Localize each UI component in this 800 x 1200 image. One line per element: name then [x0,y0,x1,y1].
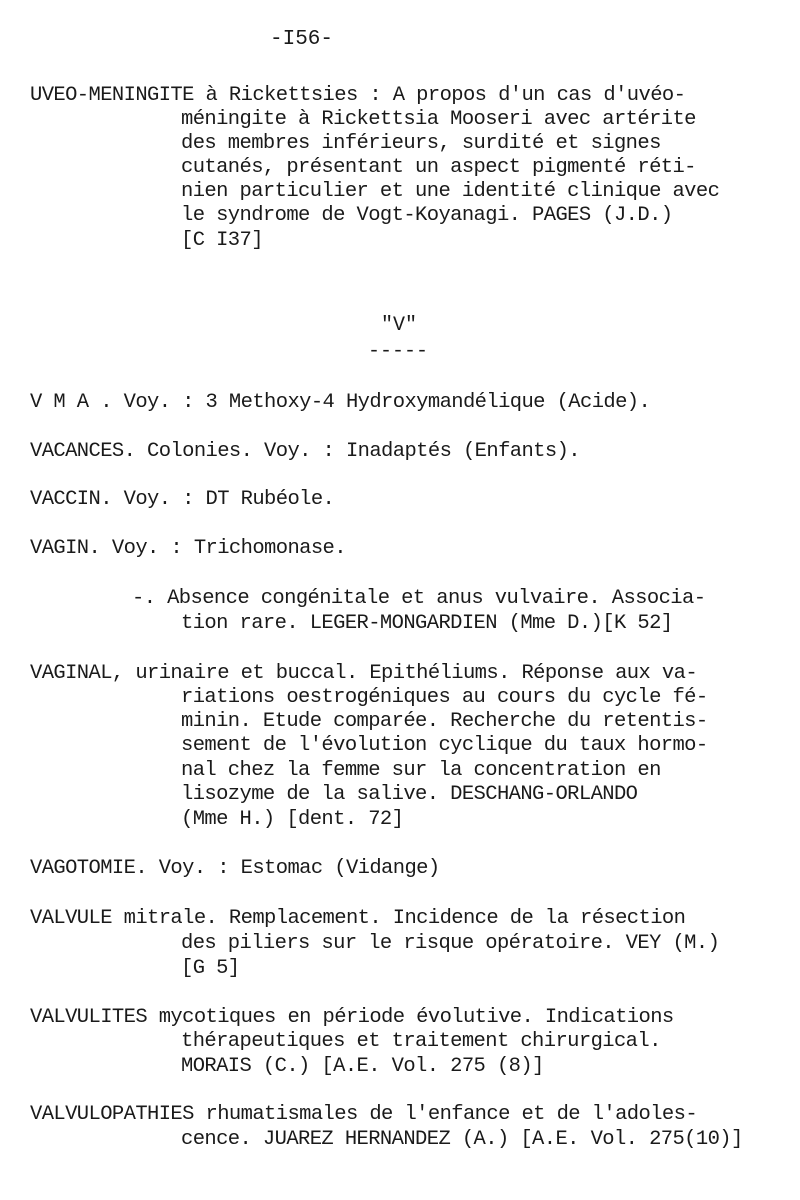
entry-line: VAGOTOMIE. Voy. : Estomac (Vidange) [30,857,440,880]
entry-line: tion rare. LEGER-MONGARDIEN (Mme D.)[K 52] [181,612,673,635]
page-number: -I56- [270,28,334,51]
entry-line: UVEO-MENINGITE à Rickettsies : A propos d'un cas d'uvéo- [30,84,686,107]
entry-line: nien particulier et une identité clinique avec [181,180,720,203]
entry-line: sement de l'évolution cyclique du taux hormo- [181,734,708,757]
entry-line: VALVULITES mycotiques en période évolutive. Indications [30,1006,674,1029]
entry-line: VACCIN. Voy. : DT Rubéole. [30,488,335,511]
entry-line: VAGIN. Voy. : Trichomonase. [30,537,346,560]
entry-line: cutanés, présentant un aspect pigmenté réti- [181,156,696,179]
section-rule: ----- [368,340,429,363]
entry-line: méningite à Rickettsia Mooseri avec artérite [181,108,696,131]
entry-line: MORAIS (C.) [A.E. Vol. 275 (8)] [181,1055,544,1078]
entry-line: minin. Etude comparée. Recherche du retentis- [181,710,708,733]
entry-line: riations oestrogéniques au cours du cycle fé- [181,686,708,709]
entry-line: le syndrome de Vogt-Koyanagi. PAGES (J.D.) [181,204,673,227]
entry-line: VALVULE mitrale. Remplacement. Incidence de la résection [30,907,686,930]
entry-line: VACANCES. Colonies. Voy. : Inadaptés (Enfants). [30,440,580,463]
entry-line: des membres inférieurs, surdité et signes [181,132,661,155]
entry-line: [G 5] [181,957,240,980]
entry-line: des piliers sur le risque opératoire. VEY (M.) [181,932,720,955]
entry-line: lisozyme de la salive. DESCHANG-ORLANDO [181,783,638,806]
entry-line: [C I37] [181,229,263,252]
section-letter: "V" [381,314,418,337]
entry-line: cence. JUAREZ HERNANDEZ (A.) [A.E. Vol. 275(10)] [181,1128,743,1151]
entry-line: nal chez la femme sur la concentration en [181,759,661,782]
entry-line: VALVULOPATHIES rhumatismales de l'enfance et de l'adoles- [30,1103,698,1126]
entry-line: (Mme H.) [dent. 72] [181,808,404,831]
entry-line: thérapeutiques et traitement chirurgical. [181,1030,661,1053]
entry-line: VAGINAL, urinaire et buccal. Epithéliums. Réponse aux va- [30,662,698,685]
entry-line: V M A . Voy. : 3 Methoxy-4 Hydroxymandélique (Acide). [30,391,651,414]
entry-line: -. Absence congénitale et anus vulvaire. Associa- [132,587,706,610]
